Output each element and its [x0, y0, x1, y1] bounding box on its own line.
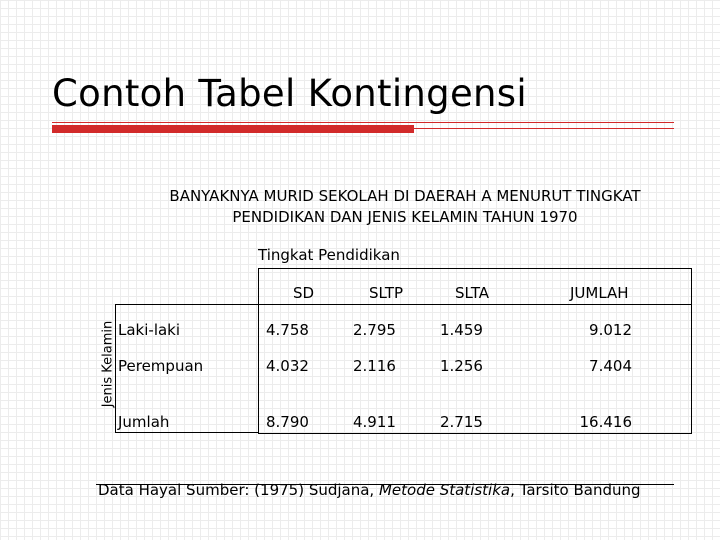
table-cell-total: 9.012 — [589, 321, 632, 339]
source-suffix: , Tarsito Bandung — [510, 481, 641, 499]
table-cell-total: 16.416 — [579, 413, 632, 431]
row-label-perempuan: Perempuan — [118, 357, 204, 375]
bottom-rule — [115, 432, 259, 433]
title-underline-thin — [52, 122, 674, 123]
column-header-slta: SLTA — [455, 284, 490, 302]
table-cell-total: 7.404 — [589, 357, 632, 375]
caption-line-1: BANYAKNYA MURID SEKOLAH DI DAERAH A MENURUT TINGKAT — [169, 187, 641, 205]
table-cell: 4.758 — [266, 321, 309, 339]
title-underline-thick — [52, 125, 414, 133]
table-cell: 8.790 — [266, 413, 309, 431]
source-note — [98, 481, 641, 499]
table-cell: 1.256 — [440, 357, 483, 375]
column-header-jumlah: JUMLAH — [570, 284, 629, 302]
table-cell: 2.116 — [353, 357, 396, 375]
column-header-sltp: SLTP — [369, 284, 404, 302]
table-cell: 2.715 — [440, 413, 483, 431]
header-rule — [115, 304, 691, 305]
table-caption — [140, 186, 670, 228]
slide-title: Contoh Tabel Kontingensi — [52, 72, 527, 115]
column-header-sd: SD — [293, 284, 315, 302]
column-group-header: Tingkat Pendidikan — [258, 246, 400, 264]
table-cell: 1.459 — [440, 321, 483, 339]
source-prefix: Data Hayal Sumber: (1975) Sudjana, — [98, 481, 379, 499]
row-label-laki-laki: Laki-laki — [118, 321, 181, 339]
row-label-jumlah: Jumlah — [118, 413, 170, 431]
table-cell: 4.911 — [353, 413, 396, 431]
table-cell: 2.795 — [353, 321, 396, 339]
table-cell: 4.032 — [266, 357, 309, 375]
row-group-header: Jenis Kelamin — [100, 320, 116, 408]
caption-line-2: PENDIDIKAN DAN JENIS KELAMIN TAHUN 1970 — [232, 208, 578, 226]
title-underline-thin-right — [414, 128, 674, 129]
source-book-title: Metode Statistika — [378, 481, 511, 499]
